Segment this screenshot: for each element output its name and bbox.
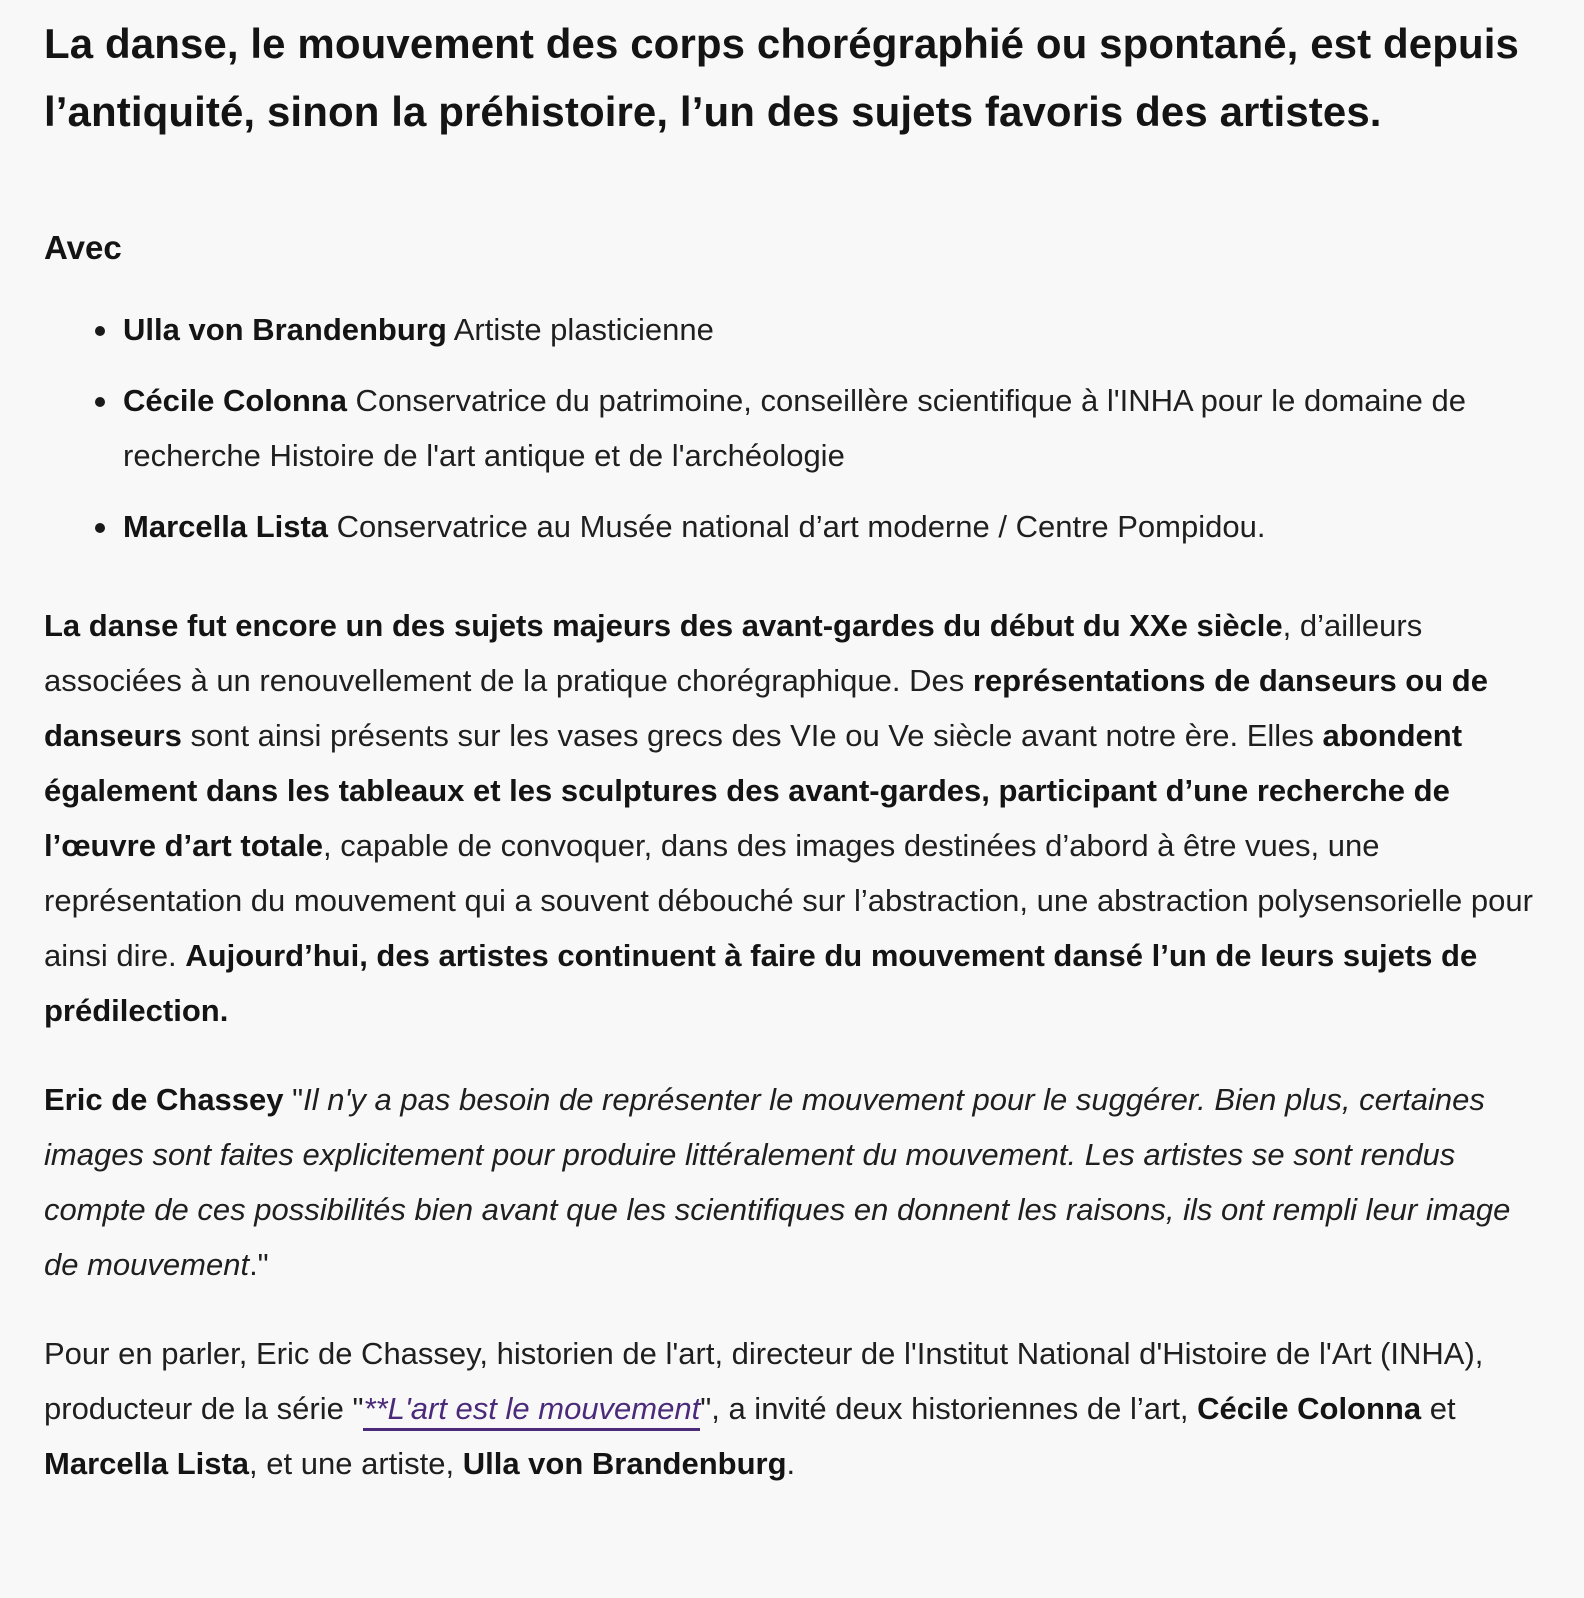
guest-item [123,302,1544,357]
body-text: sont ainsi présents sur les vases grecs des VIe ou Ve siècle avant notre ère. Elles [181,718,1323,753]
guests-heading: Avec [44,229,122,266]
guest-name: Marcella Lista [123,509,329,544]
body-text: , et une artiste, [249,1446,463,1481]
guest-role: Conservatrice au Musée national d’art moderne / Centre Pompidou. [328,509,1266,544]
emphasis-text: abondent également dans les tableaux et les sculptures des avant-gardes, participant d’une recherche de l’œuvre d’art totale [44,718,1463,863]
guest-name: Ulla von Brandenburg [123,312,447,347]
quote-close: ." [249,1247,269,1282]
emphasis-text: représentations de danseurs ou de danseurs [44,663,1488,753]
guest-item [123,373,1544,483]
body-paragraph-quote [44,1072,1544,1292]
quote-text: Il n'y a pas besoin de représenter le mouvement pour le suggérer. Bien plus, certaines images sont faites explicitement pour produire littéralement du mouvement. Les artistes se sont rendus compte de ces possibilités bien avant que les scientifiques en donnent les raisons, ils ont rempli leur image de mouvement [44,1082,1511,1282]
body-paragraph-intro [44,1326,1544,1491]
guest-role: Conservatrice du patrimoine, conseillère scientifique à l'INHA pour le domaine de recherche Histoire de l'art antique et de l'archéologie [123,383,1466,473]
emphasis-text: Aujourd’hui, des artistes continuent à faire du mouvement dansé l’un de leurs sujets de prédilection. [44,938,1478,1028]
body-text: . [786,1446,796,1481]
body-text: Pour en parler, Eric de Chassey, historien de l'art, directeur de l'Institut National d'Histoire de l'Art (INHA), producteur de la série " [44,1336,1484,1426]
guest-role: Artiste plasticienne [446,312,714,347]
quote-open: " [283,1082,304,1117]
body-text: , d’ailleurs associées à un renouvellement de la pratique chorégraphique. Des [44,608,1423,698]
guest-item [123,499,1544,554]
quote-speaker: Eric de Chassey [44,1082,284,1117]
guest-list [44,302,1544,554]
body-text: , capable de convoquer, dans des images destinées d’abord à être vues, une représentation du mouvement qui a souvent débouché sur l’abstraction, une abstraction polysensorielle pour ainsi dire. [44,828,1533,973]
emphasis-text: Ulla von Brandenburg [462,1446,787,1481]
emphasis-text: Marcella Lista [44,1446,250,1481]
body-text: et [1421,1391,1456,1426]
emphasis-text: Cécile Colonna [1197,1391,1422,1426]
body-text: ", a invité deux historiennes de l’art, [700,1391,1198,1426]
body-paragraph-dance [44,598,1544,1038]
emphasis-text: La danse fut encore un des sujets majeurs des avant-gardes du début du XXe siècle [44,608,1283,643]
guest-name: Cécile Colonna [123,383,347,418]
lead-paragraph: La danse, le mouvement des corps chorégraphié ou spontané, est depuis l’antiquité, sinon la préhistoire, l’un des sujets favoris des artistes. [44,20,1519,135]
series-link[interactable]: **L'art est le mouvement [363,1391,700,1431]
